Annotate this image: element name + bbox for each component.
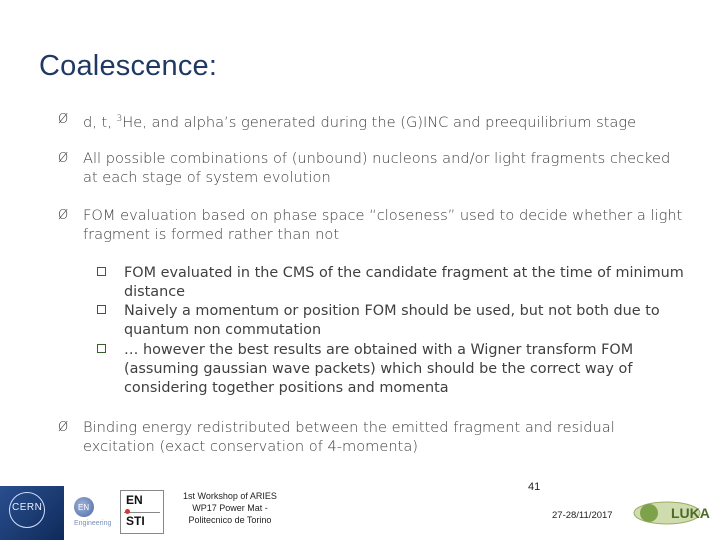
en-sti-bottom-text: STI (126, 514, 145, 528)
cern-logo (0, 486, 64, 540)
arrow-bullet-icon: Ø (58, 112, 69, 127)
luka-logo-graphic (627, 497, 719, 529)
arrow-bullet-icon: Ø (58, 208, 69, 223)
checkbox-bullet-icon (97, 344, 106, 353)
luka-logo-text: LUKA (671, 505, 710, 521)
arrow-bullet-icon: Ø (58, 420, 69, 435)
bullet-2 (58, 149, 688, 187)
en-logo-subtext: Engineering (74, 520, 112, 527)
subbullet-text: Naively a momentum or position FOM should be used, but not both due to quantum non commutation (124, 303, 660, 338)
footer-date: 27-28/11/2017 (552, 510, 613, 521)
bullet-3 (58, 206, 688, 244)
subbullet-3 (97, 341, 687, 398)
checkbox-bullet-icon (97, 305, 106, 314)
slide-title: Coalescence: (39, 50, 218, 82)
arrow-bullet-icon: Ø (58, 151, 69, 166)
bullet-text: Binding energy redistributed between the emitted fragment and residual excitation (exact conservation of 4-momenta) (83, 419, 615, 455)
luka-logo (627, 497, 719, 529)
bullet-text: All possible combinations of (unbound) nucleons and/or light fragments checked at each stage of system evolution (83, 150, 671, 186)
subbullet-1 (97, 264, 687, 302)
bullet-text: d, t, $^3$He, and alpha’s generated during the (G)INC and preequilibrium stage (83, 114, 637, 131)
cern-logo-text: CERN (12, 502, 43, 513)
subbullet-text: FOM evaluated in the CMS of the candidate fragment at the time of minimum distance (124, 265, 684, 300)
en-sti-top-text: EN (126, 493, 143, 507)
subbullet-2 (97, 302, 687, 340)
subbullet-text: … however the best results are obtained with a Wigner transform FOM (assuming gaussian wave packets) which should be the correct way of considering together positions and momenta (124, 342, 634, 396)
bullet-4 (58, 418, 688, 456)
page-number: 41 (528, 481, 541, 493)
bullet-text: FOM evaluation based on phase space “closeness” used to decide whether a light fragment is formed rather than not (83, 207, 683, 243)
footer-workshop-text: 1st Workshop of ARIES WP17 Power Mat - Politecnico de Torino (183, 491, 277, 525)
bullet-1 (58, 110, 688, 132)
en-logo-text: EN (78, 503, 90, 512)
checkbox-bullet-icon (97, 267, 106, 276)
en-sti-logo (120, 490, 164, 534)
